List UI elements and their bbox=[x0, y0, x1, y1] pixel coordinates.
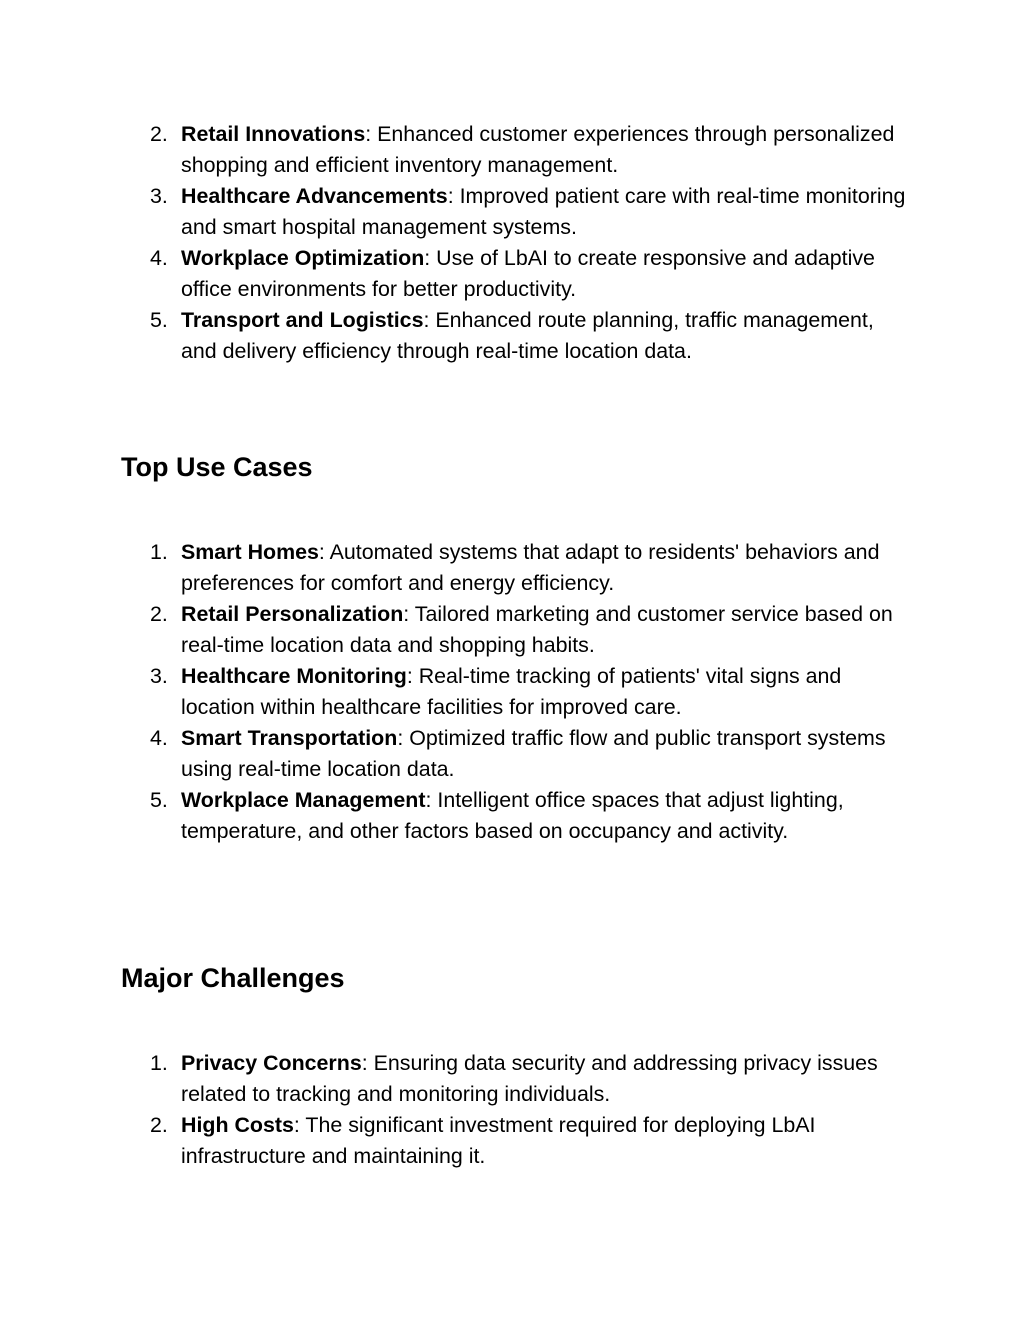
list-term: Retail Personalization bbox=[181, 602, 404, 626]
major-challenges-list bbox=[0, 1048, 1024, 1172]
list-item bbox=[0, 305, 906, 367]
list-number: 3. bbox=[150, 184, 168, 208]
list-text: : Automated systems that adapt to residents' behaviors and preferences for comfort and energy efficiency. bbox=[181, 540, 880, 595]
list-term: Smart Homes bbox=[181, 540, 319, 564]
list-term: High Costs bbox=[181, 1113, 294, 1137]
list-number: 1. bbox=[150, 540, 168, 564]
list-number: 1. bbox=[150, 1051, 168, 1075]
list-text: : The significant investment required for deploying LbAI infrastructure and maintaining it. bbox=[181, 1113, 816, 1168]
list-text: : Optimized traffic flow and public transport systems using real-time location data. bbox=[181, 726, 886, 781]
list-text: : Use of LbAI to create responsive and adaptive office environments for better productivity. bbox=[181, 246, 875, 301]
list-item bbox=[0, 181, 906, 243]
list-term: Healthcare Monitoring bbox=[181, 664, 407, 688]
list-number: 2. bbox=[150, 602, 168, 626]
list-text: : Enhanced customer experiences through personalized shopping and efficient inventory management. bbox=[181, 122, 895, 177]
list-item bbox=[0, 537, 906, 599]
list-number: 2. bbox=[150, 1113, 168, 1137]
list-item bbox=[0, 599, 906, 661]
list-term: Privacy Concerns bbox=[181, 1051, 362, 1075]
list-number: 5. bbox=[150, 788, 168, 812]
list-text: : Real-time tracking of patients' vital signs and location within healthcare facilities for improved care. bbox=[181, 664, 842, 719]
list-text: : Tailored marketing and customer service based on real-time location data and shopping habits. bbox=[181, 602, 893, 657]
list-term: Workplace Management bbox=[181, 788, 426, 812]
list-number: 3. bbox=[150, 664, 168, 688]
list-item bbox=[0, 661, 906, 723]
list-number: 2. bbox=[150, 122, 168, 146]
list-text: : Ensuring data security and addressing privacy issues related to tracking and monitoring individuals. bbox=[181, 1051, 878, 1106]
list-item bbox=[0, 723, 906, 785]
list-term: Healthcare Advancements bbox=[181, 184, 448, 208]
list-text: : Enhanced route planning, traffic management, and delivery efficiency through real-time location data. bbox=[181, 308, 874, 363]
section-heading-major-challenges: Major Challenges bbox=[121, 963, 345, 993]
list-term: Smart Transportation bbox=[181, 726, 398, 750]
list-text: : Improved patient care with real-time monitoring and smart hospital management systems. bbox=[181, 184, 906, 239]
top-use-cases-list bbox=[0, 537, 1024, 847]
list-term: Transport and Logistics bbox=[181, 308, 424, 332]
benefits-list-continued bbox=[0, 119, 1024, 367]
list-item bbox=[0, 243, 906, 305]
list-number: 5. bbox=[150, 308, 168, 332]
list-item bbox=[0, 1048, 906, 1110]
list-number: 4. bbox=[150, 246, 168, 270]
list-term: Retail Innovations bbox=[181, 122, 366, 146]
list-term: Workplace Optimization bbox=[181, 246, 425, 270]
section-heading-top-use-cases: Top Use Cases bbox=[121, 452, 313, 482]
list-item bbox=[0, 785, 906, 847]
list-item bbox=[0, 1110, 906, 1172]
list-item bbox=[0, 119, 906, 181]
list-number: 4. bbox=[150, 726, 168, 750]
list-text: : Intelligent office spaces that adjust lighting, temperature, and other factors based on occupancy and activity. bbox=[181, 788, 844, 843]
